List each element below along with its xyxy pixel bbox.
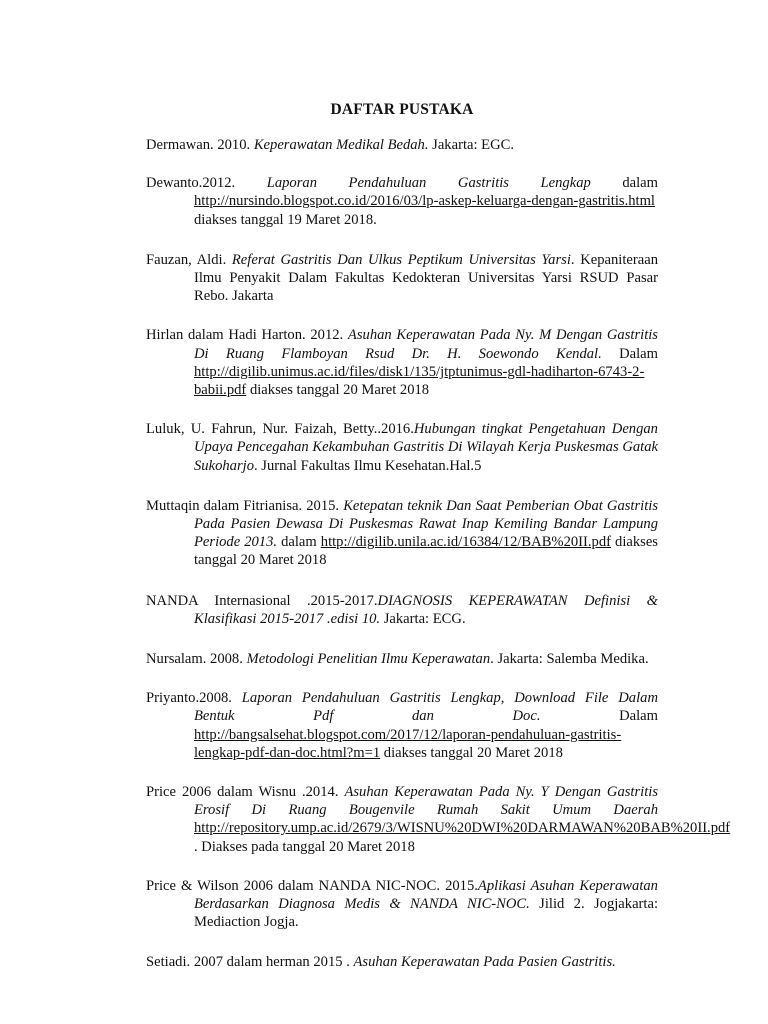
reference-author-year: Hirlan dalam Hadi Harton. 2012. [146,327,348,344]
reference-link[interactable]: http://digilib.unila.ac.id/16384/12/BAB%20II.pdf [320,534,611,551]
reference-entry [146,953,658,971]
reference-title: DIAGNOSIS KEPERAWATAN Definisi & Klasifikasi 2015-2017 .edisi 10. [194,592,659,627]
reference-author-year: NANDA Internasional .2015-2017. [146,592,378,609]
reference-access-date: diakses tanggal 20 Maret 2018 [194,534,658,569]
reference-entry [146,420,658,475]
page-title: DAFTAR PUSTAKA [330,101,474,118]
reference-text: Dalam [540,708,658,725]
reference-entry [146,497,658,570]
reference-link[interactable]: http://bangsalsehat.blogspot.com/2017/12/laporan-pendahuluan-gastritis-lengkap-pdf-dan-doc.html?m=1 [194,726,622,761]
reference-title: Laporan Pendahuluan Gastritis Lengkap [266,175,591,192]
reference-list [146,136,731,994]
reference-entry [146,326,658,399]
reference-title: Laporan Pendahuluan Gastritis Lengkap, Download File Dalam Bentuk Pdf dan Doc. [194,690,658,725]
reference-author-year: Dewanto.2012. [146,175,267,192]
reference-publisher: Jakarta: EGC. [428,137,515,153]
reference-title: Referat Gastritis Dan Ulkus Peptikum Universitas Yarsi [231,251,571,268]
reference-access-date: . Diakses pada tanggal 20 Maret 2018 [194,838,415,855]
reference-title: Metodologi Penelitian Ilmu Keperawatan [246,651,491,668]
reference-title: Keperawatan Medikal Bedah. [253,137,429,153]
reference-author-year: Dermawan. 2010. [146,137,254,153]
reference-publisher: Jilid 2. Jogjakarta: Mediaction Jogja. [194,896,659,931]
reference-link[interactable]: http://digilib.unimus.ac.id/files/disk1/135/jtptunimus-gdl-hadiharton-6743-2-babii.pdf [194,363,645,399]
reference-access-date: diakses tanggal 19 Maret 2018. [194,211,377,228]
reference-text: dalam [277,534,321,551]
reference-author-year: Price 2006 dalam Wisnu .2014. [146,784,345,801]
reference-title: Ketepatan teknik Dan Saat Pemberian Obat Gastritis Pada Pasien Dewasa Di Puskesmas Rawat Inap Kemiling Bandar Lampung Periode 2013. [194,497,659,551]
reference-publisher: . Jurnal Fakultas Ilmu Kesehatan.Hal.5 [254,457,482,474]
reference-entry [146,251,658,306]
reference-access-date: diakses tanggal 20 Maret 2018 [246,382,430,399]
reference-author-year: Nursalam. 2008. [146,651,247,668]
reference-link[interactable]: http://repository.ump.ac.id/2679/3/WISNU%20DWI%20DARMAWAN%20BAB%20II.pdf [194,820,731,837]
reference-access-date: diakses tanggal 20 Maret 2018 [380,744,563,761]
reference-entry [146,650,658,668]
reference-author-year: Priyanto.2008. [146,690,242,707]
reference-text: Dalam [601,345,658,362]
reference-entry [146,174,658,229]
reference-entry [146,592,658,628]
reference-entry [146,689,658,762]
reference-author-year: Luluk, U. Fahrun, Nur. Faizah, Betty..2016. [146,421,414,438]
reference-publisher: . Kepaniteraan Ilmu Penyakit Dalam Fakultas Kedokteran Universitas Yarsi RSUD Pasar Rebo. Jakarta [194,251,658,305]
reference-text: dalam [590,175,658,192]
reference-author-year: Setiadi. 2007 dalam herman 2015 . [146,953,354,970]
reference-entry [146,877,658,932]
reference-entry [146,783,731,856]
reference-title: Asuhan Keperawatan Pada Ny. M Dengan Gastritis Di Ruang Flamboyan Rsud Dr. H. Soewondo Kendal. [194,327,658,362]
reference-title: Hubungan tingkat Pengetahuan Dengan Upaya Pencegahan Kekambuhan Gastritis Di Wilayah Kerja Puskesmas Gatak Sukoharjo [194,421,658,474]
reference-author-year: Muttaqin dalam Fitrianisa. 2015. [146,497,344,514]
reference-entry [146,136,658,154]
reference-title: Aplikasi Asuhan Keperawatan Berdasarkan Diagnosa Medis & NANDA NIC-NOC. [194,877,658,913]
reference-publisher: . Jakarta: Salemba Medika. [490,651,649,668]
reference-author-year: Price & Wilson 2006 dalam NANDA NIC-NOC. 2015. [146,877,478,894]
reference-publisher: Jakarta: ECG. [380,610,466,627]
reference-author-year: Fauzan, Aldi. [146,251,232,268]
reference-link[interactable]: http://nursindo.blogspot.co.id/2016/03/lp-askep-keluarga-dengan-gastritis.html [194,193,655,210]
reference-title: Asuhan Keperawatan Pada Pasien Gastritis. [353,953,616,970]
reference-title: Asuhan Keperawatan Pada Ny. Y Dengan Gastritis Erosif Di Ruang Bougenvile Rumah Sakit Umum Daerah [194,784,658,819]
